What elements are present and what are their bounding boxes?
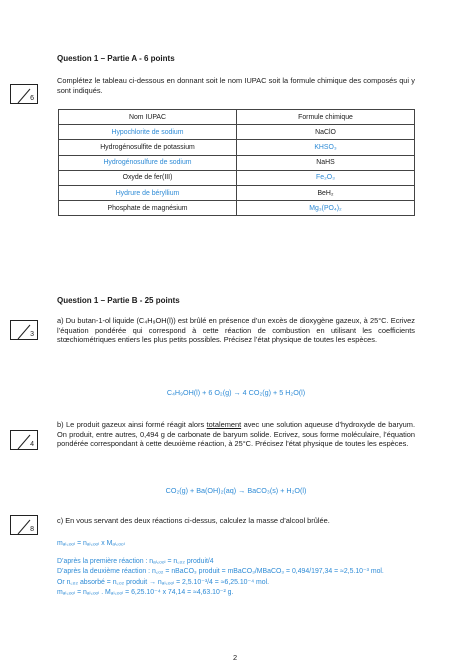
calc-line: Or n꜀ₒ₂ absorbé = n꜀ₒ₂ produit → nₐₗ꜀ₒₒₗ = 2,5.10⁻³/4 = ≈6,25.10⁻⁴ mol. xyxy=(57,578,270,586)
cell-name: Hypochlorite de sodium xyxy=(59,125,237,140)
cell-formula: BeH₂ xyxy=(237,185,415,200)
equation-a: C₄H₉OH(l) + 6 O₂(g) → 4 CO₂(g) + 5 H₂O(l) xyxy=(166,388,306,397)
part-a-instruction: Complétez le tableau ci-dessous en donnant soit le nom IUPAC soit la formule chimique des composés qui y sont indiqués. xyxy=(57,76,415,95)
column-header-formula: Formule chimique xyxy=(237,110,415,125)
cell-name: Oxyde de fer(III) xyxy=(59,170,237,185)
calc-line: D’après la première réaction : nₐₗ꜀ₒₒₗ = n꜀ₒ₂ produit/4 xyxy=(57,557,214,565)
question-b-text-part: avec une solution aqueuse d’hydroxyde de baryum. On produit, entre autres, 0,494 g de carbonate de baryum solide. Ecrivez, sous forme moléculaire, l’équation pondérée correspondant à cette deuxième réaction, à 25°C. Précisez l’état physique de toutes les espèces. xyxy=(57,420,416,449)
score-box-a xyxy=(10,84,38,104)
table-row xyxy=(59,155,415,170)
question-b-text xyxy=(57,420,415,449)
question-b-text-part: b) Le produit gazeux ainsi formé réagit alors xyxy=(57,420,207,429)
equation-b: CO₂(g) + Ba(OH)₂(aq) → BaCO₃(s) + H₂O(l) xyxy=(165,486,307,495)
compounds-table xyxy=(58,109,415,216)
table-row xyxy=(59,125,415,140)
score-box-b-b xyxy=(10,430,38,450)
cell-name: Hydrure de béryllium xyxy=(59,185,237,200)
score-points: 8 xyxy=(30,526,34,533)
slash-icon xyxy=(11,516,39,536)
score-box-b-a xyxy=(10,320,38,340)
cell-formula: KHSO₃ xyxy=(237,140,415,155)
cell-name: Hydrogénosulfite de potassium xyxy=(59,140,237,155)
part-a-title: Question 1 – Partie A - 6 points xyxy=(57,54,175,63)
table-row xyxy=(59,185,415,200)
table-header-row xyxy=(59,110,415,125)
question-b-underlined: totalement xyxy=(206,420,242,429)
table-row xyxy=(59,201,415,216)
cell-name: Hydrogénosulfure de sodium xyxy=(59,155,237,170)
table-row xyxy=(59,140,415,155)
cell-formula: Fe₂O₃ xyxy=(237,170,415,185)
cell-formula: NaClO xyxy=(237,125,415,140)
score-points: 3 xyxy=(30,331,34,338)
slash-icon xyxy=(11,431,39,451)
cell-formula: Mg₃(PO₄)₂ xyxy=(237,201,415,216)
part-b-title: Question 1 – Partie B - 25 points xyxy=(57,296,180,305)
slash-icon xyxy=(11,85,39,105)
score-points: 4 xyxy=(30,441,34,448)
calc-line: mₐₗ꜀ₒₒₗ = nₐₗ꜀ₒₒₗ . Mₐₗ꜀ₒₒₗ = 6,25.10⁻⁴ x 74,14 = ≈4,63.10⁻² g. xyxy=(57,589,234,597)
cell-name: Phosphate de magnésium xyxy=(59,201,237,216)
column-header-name: Nom IUPAC xyxy=(59,110,237,125)
calculation-block xyxy=(57,539,437,599)
score-box-b-c xyxy=(10,515,38,535)
calc-line: mₐₗ꜀ₒₒₗ = nₐₗ꜀ₒₒₗ x Mₐₗ꜀ₒₒₗ xyxy=(57,540,125,547)
question-c-text: c) En vous servant des deux réactions ci-dessus, calculez la masse d’alcool brûlée. xyxy=(57,516,330,525)
cell-formula: NaHS xyxy=(237,155,415,170)
page-number: 2 xyxy=(233,653,238,662)
table-row xyxy=(59,170,415,185)
score-points: 6 xyxy=(30,95,34,102)
calc-line: D’après la deuxième réaction : n꜀ₒ₂ = nBaCO₃ produit = mBaCO₃/MBaCO₃ = 0,494/197,34 = ≈2,5.10⁻³ mol. xyxy=(57,568,384,576)
question-a-text: a) Du butan-1-ol liquide (C₄H₉OH(l)) est brûlé en présence d’un excès de dioxygène gazeux, à 25°C. Ecrivez l’équation pondérée qui correspond à cette réaction de combustion en utilisant les coefficients stœchiométriques entiers les plus petits possibles. Précisez l’état physique de toutes les espèces. xyxy=(57,316,415,345)
slash-icon xyxy=(11,321,39,341)
